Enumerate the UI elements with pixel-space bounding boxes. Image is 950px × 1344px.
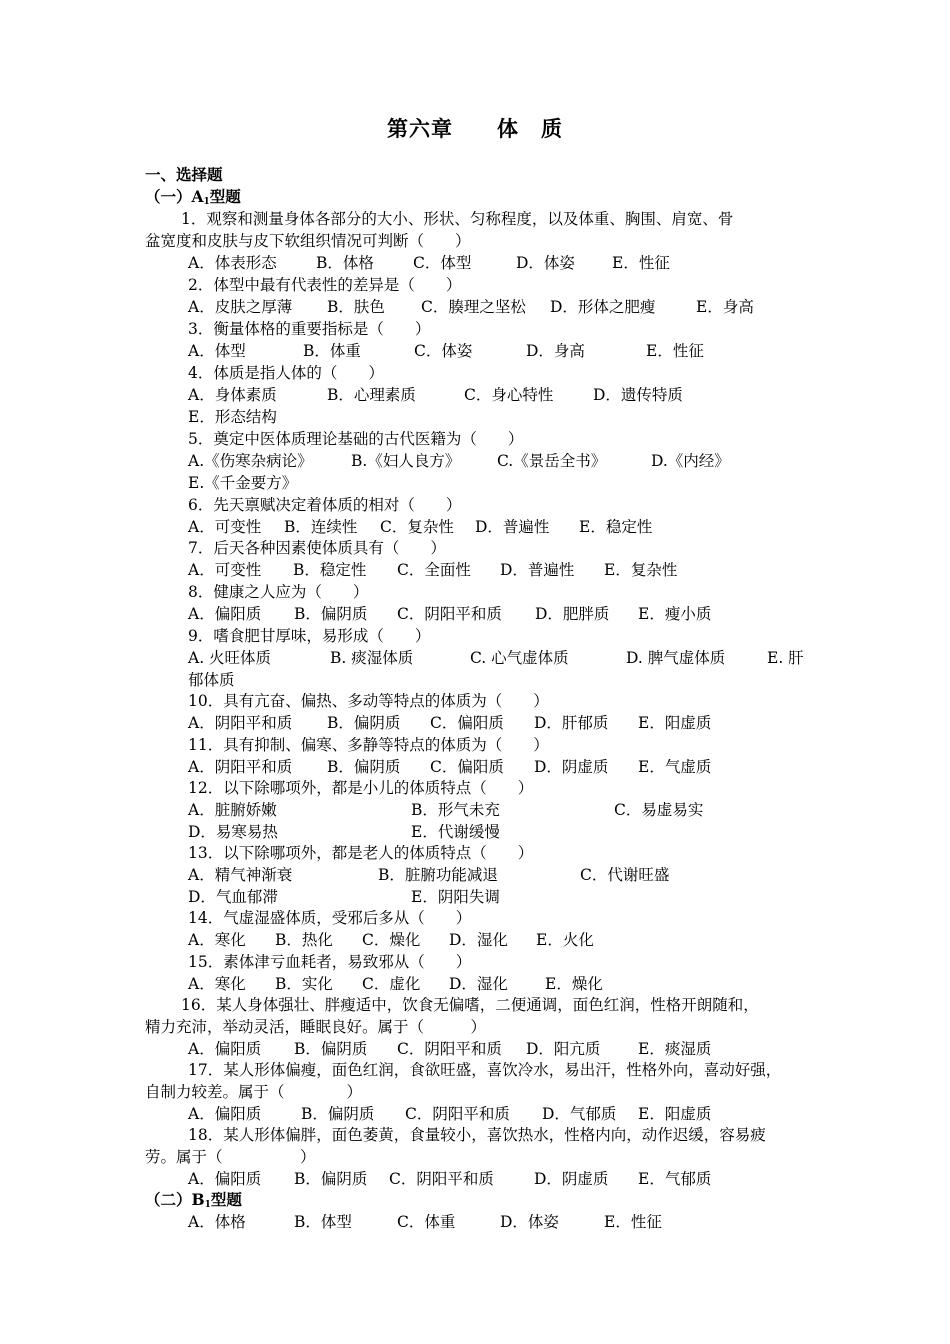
option-b: B．肤色	[327, 298, 385, 316]
option-b: B．心理素质	[327, 386, 416, 404]
option-b: B.《妇人良方》	[351, 452, 461, 470]
question-6-stem: 6．先天禀赋决定着体质的相对（ ）	[188, 496, 462, 514]
option-c: C．复杂性	[380, 518, 454, 536]
option-c: C．偏阳质	[430, 714, 504, 732]
option-b: B．热化	[275, 931, 333, 949]
option-b: B．偏阴质	[294, 1170, 368, 1188]
question-16-stem-line-1: 16．某人身体强壮、胖瘦适中，饮食无偏嗜，二便通调，面色红润，性格开朗随和，	[181, 996, 759, 1014]
question-1-stem-line-2: 盆宽度和皮肤与皮下软组织情况可判断（ ）	[145, 232, 471, 250]
option-c: C．全面性	[397, 561, 471, 579]
option-d: D．阳亢质	[526, 1040, 601, 1058]
option-b: B．偏阴质	[294, 1040, 368, 1058]
option-b: B．脏腑功能减退	[378, 866, 498, 884]
option-b: B. 痰湿体质	[330, 649, 414, 667]
question-18-stem-line-1: 18．某人形体偏胖，面色萎黄，食量较小，喜饮热水，性格内向，动作迟缓，容易疲	[188, 1126, 766, 1144]
option-c: C．阴阳平和质	[397, 1040, 502, 1058]
option-e: E．代谢缓慢	[411, 823, 500, 841]
option-c: C．偏阳质	[430, 758, 504, 776]
option-e: E．火化	[536, 931, 594, 949]
option-a: A. 火旺体质	[188, 649, 272, 667]
option-b: B．体格	[316, 254, 374, 272]
option-a: A．偏阳质	[188, 1105, 262, 1123]
option-d: D．体姿	[500, 1213, 559, 1231]
option-a: A．阴阳平和质	[188, 714, 293, 732]
question-18-stem-line-2: 劳。属于（ ）	[145, 1148, 316, 1166]
question-11-stem: 11．具有抑制、偏寒、多静等特点的体质为（ ）	[188, 736, 549, 754]
option-a: A．脏腑娇嫩	[188, 801, 277, 819]
question-4-option-e: E．形态结构	[188, 408, 277, 426]
option-d: D．遗传特质	[593, 386, 683, 404]
option-e: E．燥化	[545, 975, 603, 993]
option-a: A．阴阳平和质	[188, 758, 293, 776]
option-d: D．湿化	[449, 931, 508, 949]
option-e: E．气虚质	[638, 758, 712, 776]
option-e: E．瘦小质	[638, 605, 712, 623]
question-4-stem: 4．体质是指人体的（ ）	[188, 364, 384, 382]
option-e: E．阴阳失调	[411, 888, 500, 906]
question-3-stem: 3．衡量体格的重要指标是（ ）	[188, 320, 431, 338]
option-c: C．体型	[413, 254, 472, 272]
option-e: E．痰湿质	[638, 1040, 712, 1058]
option-c: C．燥化	[362, 931, 421, 949]
option-a: A．可变性	[188, 518, 262, 536]
option-d: D．普遍性	[475, 518, 550, 536]
option-a: A．偏阳质	[188, 1170, 262, 1188]
question-1-stem-line-1: 1．观察和测量身体各部分的大小、形状、匀称程度，以及体重、胸围、肩宽、骨	[181, 210, 734, 228]
option-e: E．性征	[604, 1213, 662, 1231]
option-c: C．腠理之坚松	[421, 298, 526, 316]
question-8-stem: 8．健康之人应为（ ）	[188, 583, 369, 601]
option-d: D．体姿	[516, 254, 575, 272]
option-d: D．身高	[526, 342, 585, 360]
option-d: D．肝郁质	[534, 714, 609, 732]
option-b: B．实化	[275, 975, 333, 993]
option-a: A．精气神渐衰	[188, 866, 293, 884]
option-a: A.《伤寒杂病论》	[188, 452, 313, 470]
question-15-stem: 15．素体津亏血耗者，易致邪从（ ）	[188, 953, 472, 971]
question-12-stem: 12．以下除哪项外，都是小儿的体质特点（ ）	[188, 779, 534, 797]
option-e: E．身高	[696, 298, 754, 316]
question-14-stem: 14．气虚湿盛体质，受邪后多从（ ）	[188, 909, 472, 927]
option-d: D．形体之肥瘦	[550, 298, 656, 316]
option-b: B．体型	[294, 1213, 352, 1231]
option-c: C．代谢旺盛	[580, 866, 670, 884]
option-e: E．性征	[612, 254, 670, 272]
option-a: A．体表形态	[188, 254, 277, 272]
option-a: A．偏阳质	[188, 605, 262, 623]
question-5-option-e: E.《千金要方》	[188, 474, 298, 492]
option-c: C．阴阳平和质	[389, 1170, 494, 1188]
option-c: C.《景岳全书》	[497, 452, 607, 470]
question-5-stem: 5．奠定中医体质理论基础的古代医籍为（ ）	[188, 430, 524, 448]
option-b: B．体重	[303, 342, 361, 360]
option-a: A．寒化	[188, 975, 246, 993]
option-d: D．气郁质	[542, 1105, 617, 1123]
option-d: D．湿化	[449, 975, 508, 993]
option-b: B．偏阴质	[327, 758, 401, 776]
page-title: 第六章 体 质	[387, 116, 563, 141]
option-e: E．性征	[646, 342, 704, 360]
option-b: B．稳定性	[293, 561, 367, 579]
subsection-heading-a: （一）$A_1$型题	[145, 187, 241, 207]
question-9-option-e-continued: 郁体质	[188, 671, 235, 689]
option-d: D．阴虚质	[534, 758, 609, 776]
option-d: D.《内经》	[651, 452, 730, 470]
option-e: E．复杂性	[604, 561, 678, 579]
option-a: A．体格	[188, 1213, 246, 1231]
option-d: D．易寒易热	[188, 823, 278, 841]
option-c: C．身心特性	[464, 386, 554, 404]
question-10-stem: 10．具有亢奋、偏热、多动等特点的体质为（ ）	[188, 692, 549, 710]
option-c: C. 心气虚体质	[470, 649, 569, 667]
question-9-stem: 9．嗜食肥甘厚味，易形成（ ）	[188, 627, 431, 645]
option-d: D．气血郁滞	[188, 888, 278, 906]
subsection-heading-b: （二）$B_1$型题	[145, 1190, 242, 1210]
option-a: A．体型	[188, 342, 246, 360]
option-d: D．普遍性	[500, 561, 575, 579]
option-b: B．偏阴质	[294, 605, 368, 623]
option-c: C．阴阳平和质	[397, 605, 502, 623]
question-7-stem: 7．后天各种因素使体质具有（ ）	[188, 539, 446, 557]
option-d: D．阴虚质	[534, 1170, 609, 1188]
question-17-stem-line-2: 自制力较差。属于（ ）	[145, 1083, 363, 1101]
option-e: E. 肝	[767, 649, 804, 667]
option-b: B．形气未充	[411, 801, 500, 819]
option-c: C．虚化	[362, 975, 421, 993]
option-d: D. 脾气虚体质	[626, 649, 726, 667]
question-16-stem-line-2: 精力充沛，举动灵活，睡眠良好。属于（ ）	[145, 1018, 487, 1036]
question-17-stem-line-1: 17．某人形体偏瘦，面色红润，食欲旺盛，喜饮冷水，易出汗，性格外向，喜动好强，	[188, 1061, 782, 1079]
option-e: E．稳定性	[579, 518, 653, 536]
question-13-stem: 13．以下除哪项外，都是老人的体质特点（ ）	[188, 844, 534, 862]
question-2-stem: 2．体型中最有代表性的差异是（ ）	[188, 276, 462, 294]
option-a: A．偏阳质	[188, 1040, 262, 1058]
option-a: A．寒化	[188, 931, 246, 949]
option-d: D．肥胖质	[535, 605, 610, 623]
option-b: B．偏阴质	[301, 1105, 375, 1123]
section-heading: 一、选择题	[145, 165, 223, 184]
option-e: E．阳虚质	[638, 714, 712, 732]
option-c: C．易虚易实	[614, 801, 704, 819]
option-c: C．体姿	[414, 342, 473, 360]
option-e: E．阳虚质	[638, 1105, 712, 1123]
option-a: A．身体素质	[188, 386, 277, 404]
option-e: E．气郁质	[638, 1170, 712, 1188]
option-a: A．可变性	[188, 561, 262, 579]
option-a: A．皮肤之厚薄	[188, 298, 293, 316]
option-c: C．体重	[397, 1213, 456, 1231]
option-b: B．偏阴质	[327, 714, 401, 732]
option-c: C．阴阳平和质	[405, 1105, 510, 1123]
option-b: B．连续性	[284, 518, 358, 536]
